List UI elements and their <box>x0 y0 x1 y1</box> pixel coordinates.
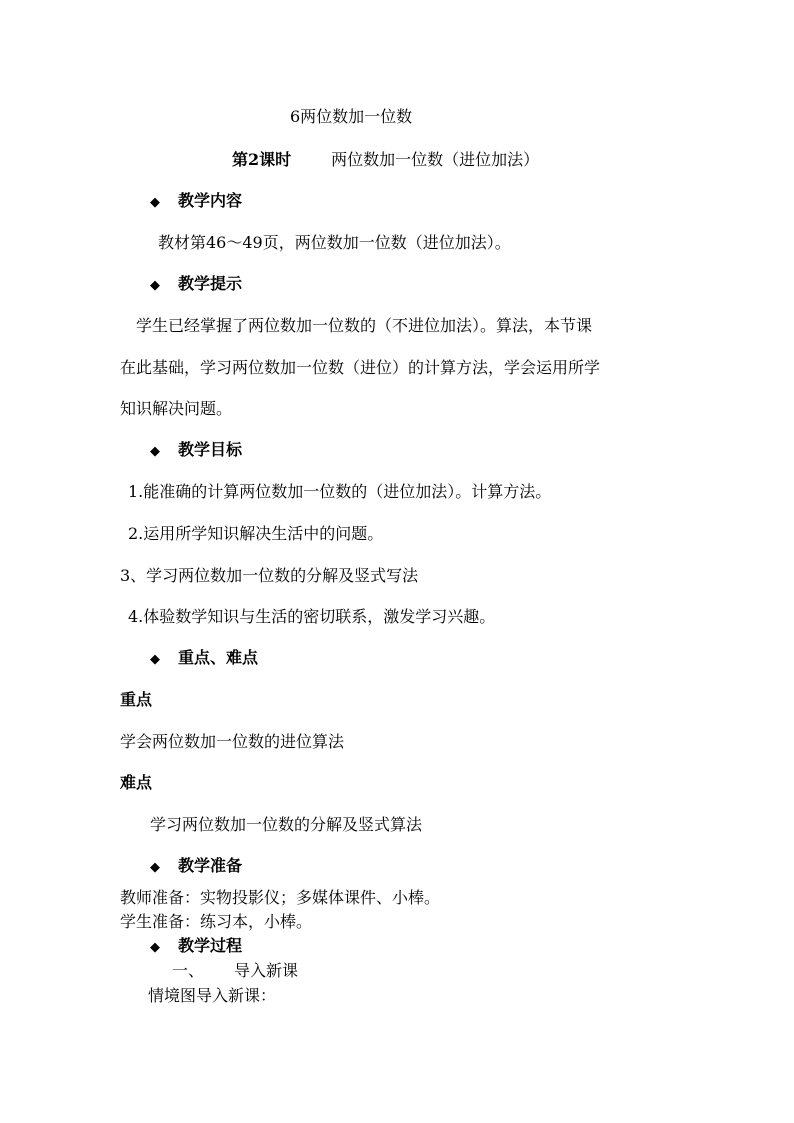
section-heading-goals: ◆ 教学目标 <box>150 440 242 462</box>
key-point-label: 重点 <box>120 690 153 709</box>
process-step <box>172 961 298 981</box>
section-heading-content: ◆ 教学内容 <box>150 191 242 213</box>
process-text: 情境图导入新课： <box>148 986 277 1005</box>
difficulty-text: 学习两位数加一位数的分解及竖式算法 <box>150 815 423 834</box>
content-text: 教材第46～49页，两位数加一位数（进位加法）。 <box>158 233 511 252</box>
goal-item: 4.体验数学知识与生活的密切联系，激发学习兴趣。 <box>128 607 496 626</box>
lesson-topic: 两位数加一位数（进位加法） <box>331 150 540 169</box>
key-point-text: 学会两位数加一位数的进位算法 <box>120 732 345 751</box>
lesson-number: 第2课时 <box>232 150 292 169</box>
tips-paragraph-line: 在此基础，学习两位数加一位数（进位）的计算方法，学会运用所学 <box>120 358 601 377</box>
diamond-bullet-icon: ◆ <box>150 860 160 875</box>
goal-item: 1.能准确的计算两位数加一位数的（进位加法）。计算方法。 <box>128 482 552 501</box>
diamond-bullet-icon: ◆ <box>150 444 160 459</box>
tips-paragraph-line: 知识解决问题。 <box>120 399 233 418</box>
document-title: 6两位数加一位数 <box>290 107 413 126</box>
section-heading-preparation: ◆ 教学准备 <box>150 856 242 878</box>
lesson-header <box>232 150 539 170</box>
process-step-title: 导入新课 <box>234 961 299 980</box>
goal-item: 2.运用所学知识解决生活中的问题。 <box>128 524 384 543</box>
goal-item: 3、学习两位数加一位数的分解及竖式写法 <box>120 566 419 585</box>
process-step-number: 一、 <box>172 961 205 980</box>
difficulty-label: 难点 <box>120 773 153 792</box>
section-heading-tips: ◆ 教学提示 <box>150 274 242 296</box>
section-heading-key-points: ◆ 重点、难点 <box>150 648 258 670</box>
diamond-bullet-icon: ◆ <box>150 278 160 293</box>
section-heading-process: ◆ 教学过程 <box>150 936 242 958</box>
diamond-bullet-icon: ◆ <box>150 940 160 955</box>
preparation-student: 学生准备：练习本，小棒。 <box>120 912 313 931</box>
preparation-teacher: 教师准备：实物投影仪；多媒体课件、小棒。 <box>120 888 441 907</box>
diamond-bullet-icon: ◆ <box>150 195 160 210</box>
diamond-bullet-icon: ◆ <box>150 652 160 667</box>
tips-paragraph-line: 学生已经掌握了两位数加一位数的（不进位加法）。算法，本节课 <box>136 316 593 335</box>
